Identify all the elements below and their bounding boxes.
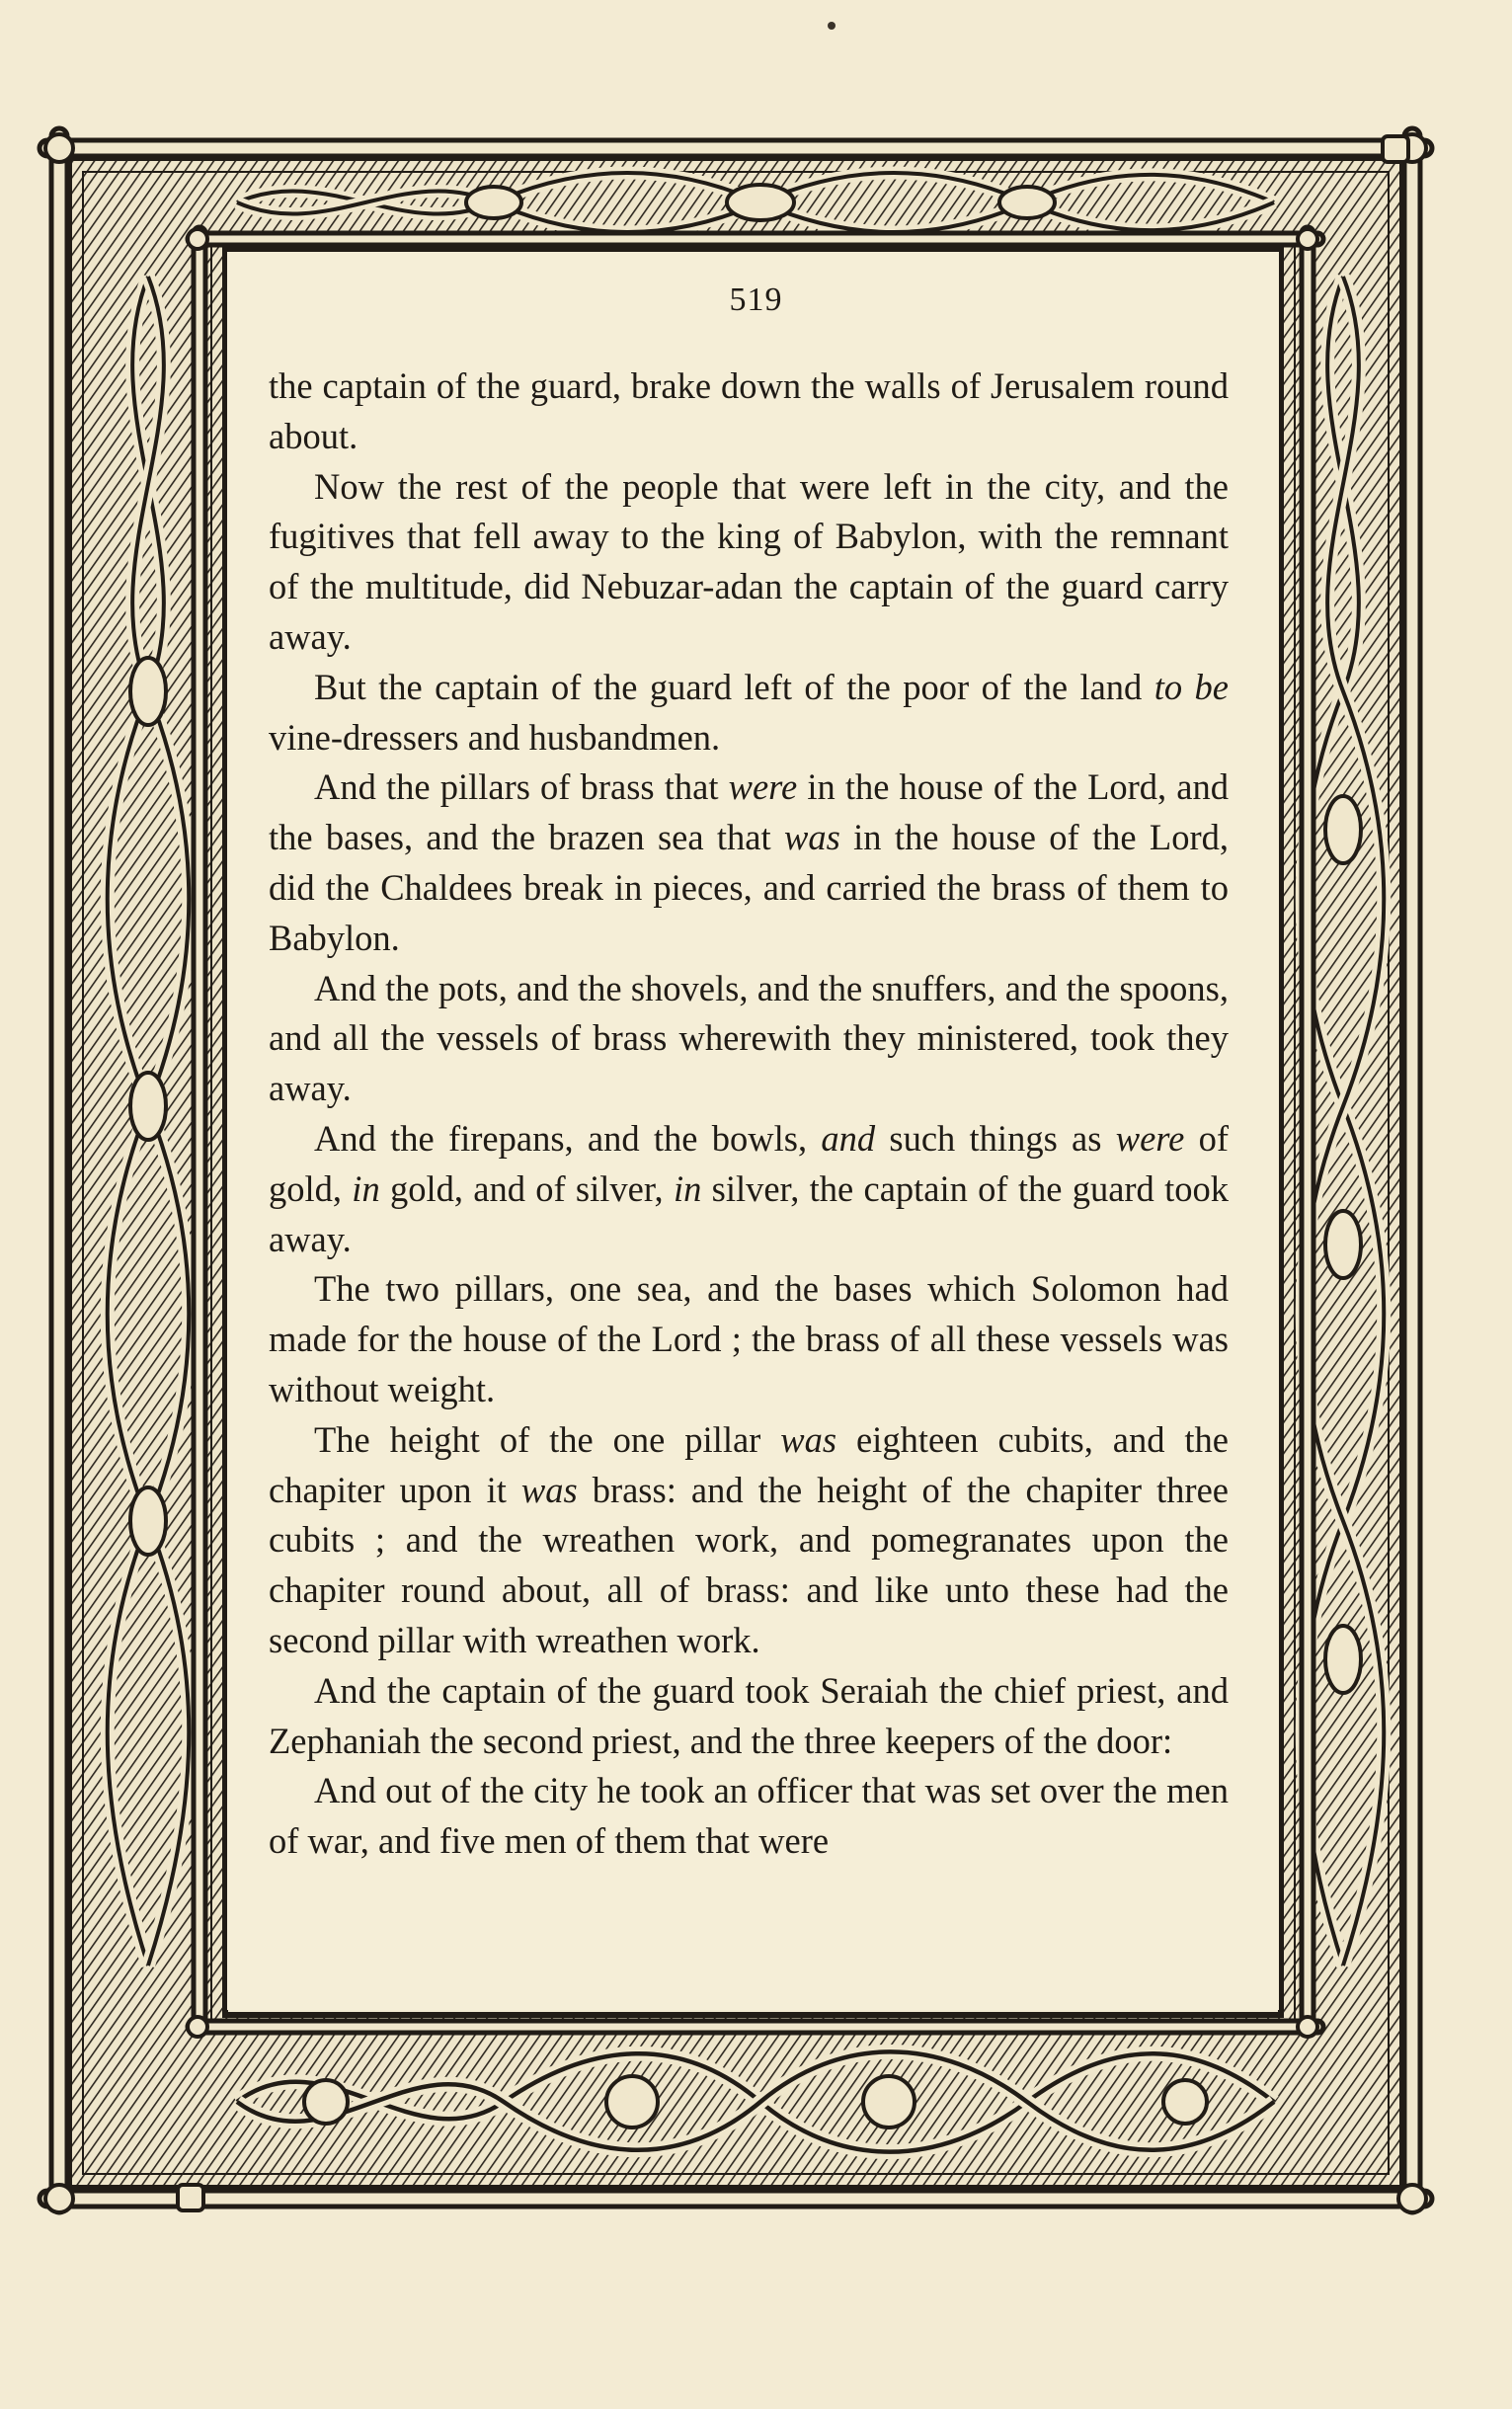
text-run: And the pots, and the shovels, and the snuffers, and the spoons, and all the vessels of brass wherewith they ministered, took they away.	[269, 967, 1229, 1109]
body-text	[269, 361, 1229, 1867]
italic-text: was	[780, 1418, 837, 1460]
text-run: The two pillars, one sea, and the bases which Solomon had made for the house of the Lord ; the brass of all these vessels was without weight.	[269, 1268, 1229, 1409]
text-run: gold, and of silver,	[379, 1167, 674, 1209]
italic-text: were	[728, 766, 798, 808]
paragraph	[269, 462, 1229, 663]
text-run: And out of the city he took an officer that was set over the men of war, and five men of them that were	[269, 1770, 1229, 1862]
text-run: such things as	[875, 1117, 1116, 1159]
text-run: in the house of the Lord, and the bases, and the brazen sea that	[269, 766, 1229, 858]
paragraph	[269, 1114, 1229, 1264]
paragraph	[269, 663, 1229, 763]
page-number: 519	[729, 281, 783, 318]
text-run: Now the rest of the people that were left in the city, and the fugitives that fell away to the king of Babylon, with the remnant of the multitude, did Nebuzar-adan the captain of the guard carry away.	[269, 465, 1229, 657]
italic-text: to be	[1154, 666, 1230, 707]
paragraph	[269, 964, 1229, 1114]
paragraph	[269, 763, 1229, 963]
paragraph	[269, 1766, 1229, 1867]
paragraph	[269, 1264, 1229, 1414]
text-run: And the captain of the guard took Seraiah the chief priest, and Zephaniah the second priest, and the three keepers of the door:	[269, 1669, 1229, 1761]
text-run: The height of the one pillar	[314, 1418, 781, 1460]
text-run: But the captain of the guard left of the poor of the land	[314, 666, 1154, 707]
text-run: And the pillars of brass that	[314, 766, 729, 808]
italic-text: and	[821, 1117, 876, 1159]
italic-text: were	[1115, 1117, 1185, 1159]
text-run: And the firepans, and the bowls,	[314, 1117, 822, 1159]
italic-text: in	[673, 1167, 702, 1209]
text-run: silver, the captain of the guard took away.	[269, 1167, 1229, 1259]
paragraph	[269, 1666, 1229, 1767]
italic-text: was	[520, 1469, 578, 1510]
text-run: vine-dressers and husbandmen.	[269, 716, 721, 758]
italic-text: in	[352, 1167, 380, 1209]
text-run: brass: and the height of the chapiter three cubits ; and the wreathen work, and pomegranates upon the chapiter round about, all of brass: and like unto these had the second pillar with wreathen work.	[269, 1469, 1229, 1660]
text-run: in the house of the Lord, did the Chaldees break in pieces, and carried the brass of them to Babylon.	[269, 817, 1229, 958]
italic-text: was	[783, 817, 840, 858]
text-run: the captain of the guard, brake down the walls of Jerusalem round about.	[269, 365, 1229, 456]
paragraph	[269, 1415, 1229, 1666]
text-run: of gold,	[269, 1117, 1229, 1209]
paragraph	[269, 361, 1229, 462]
text-run: eighteen cubits, and the chapiter upon it	[269, 1418, 1229, 1510]
